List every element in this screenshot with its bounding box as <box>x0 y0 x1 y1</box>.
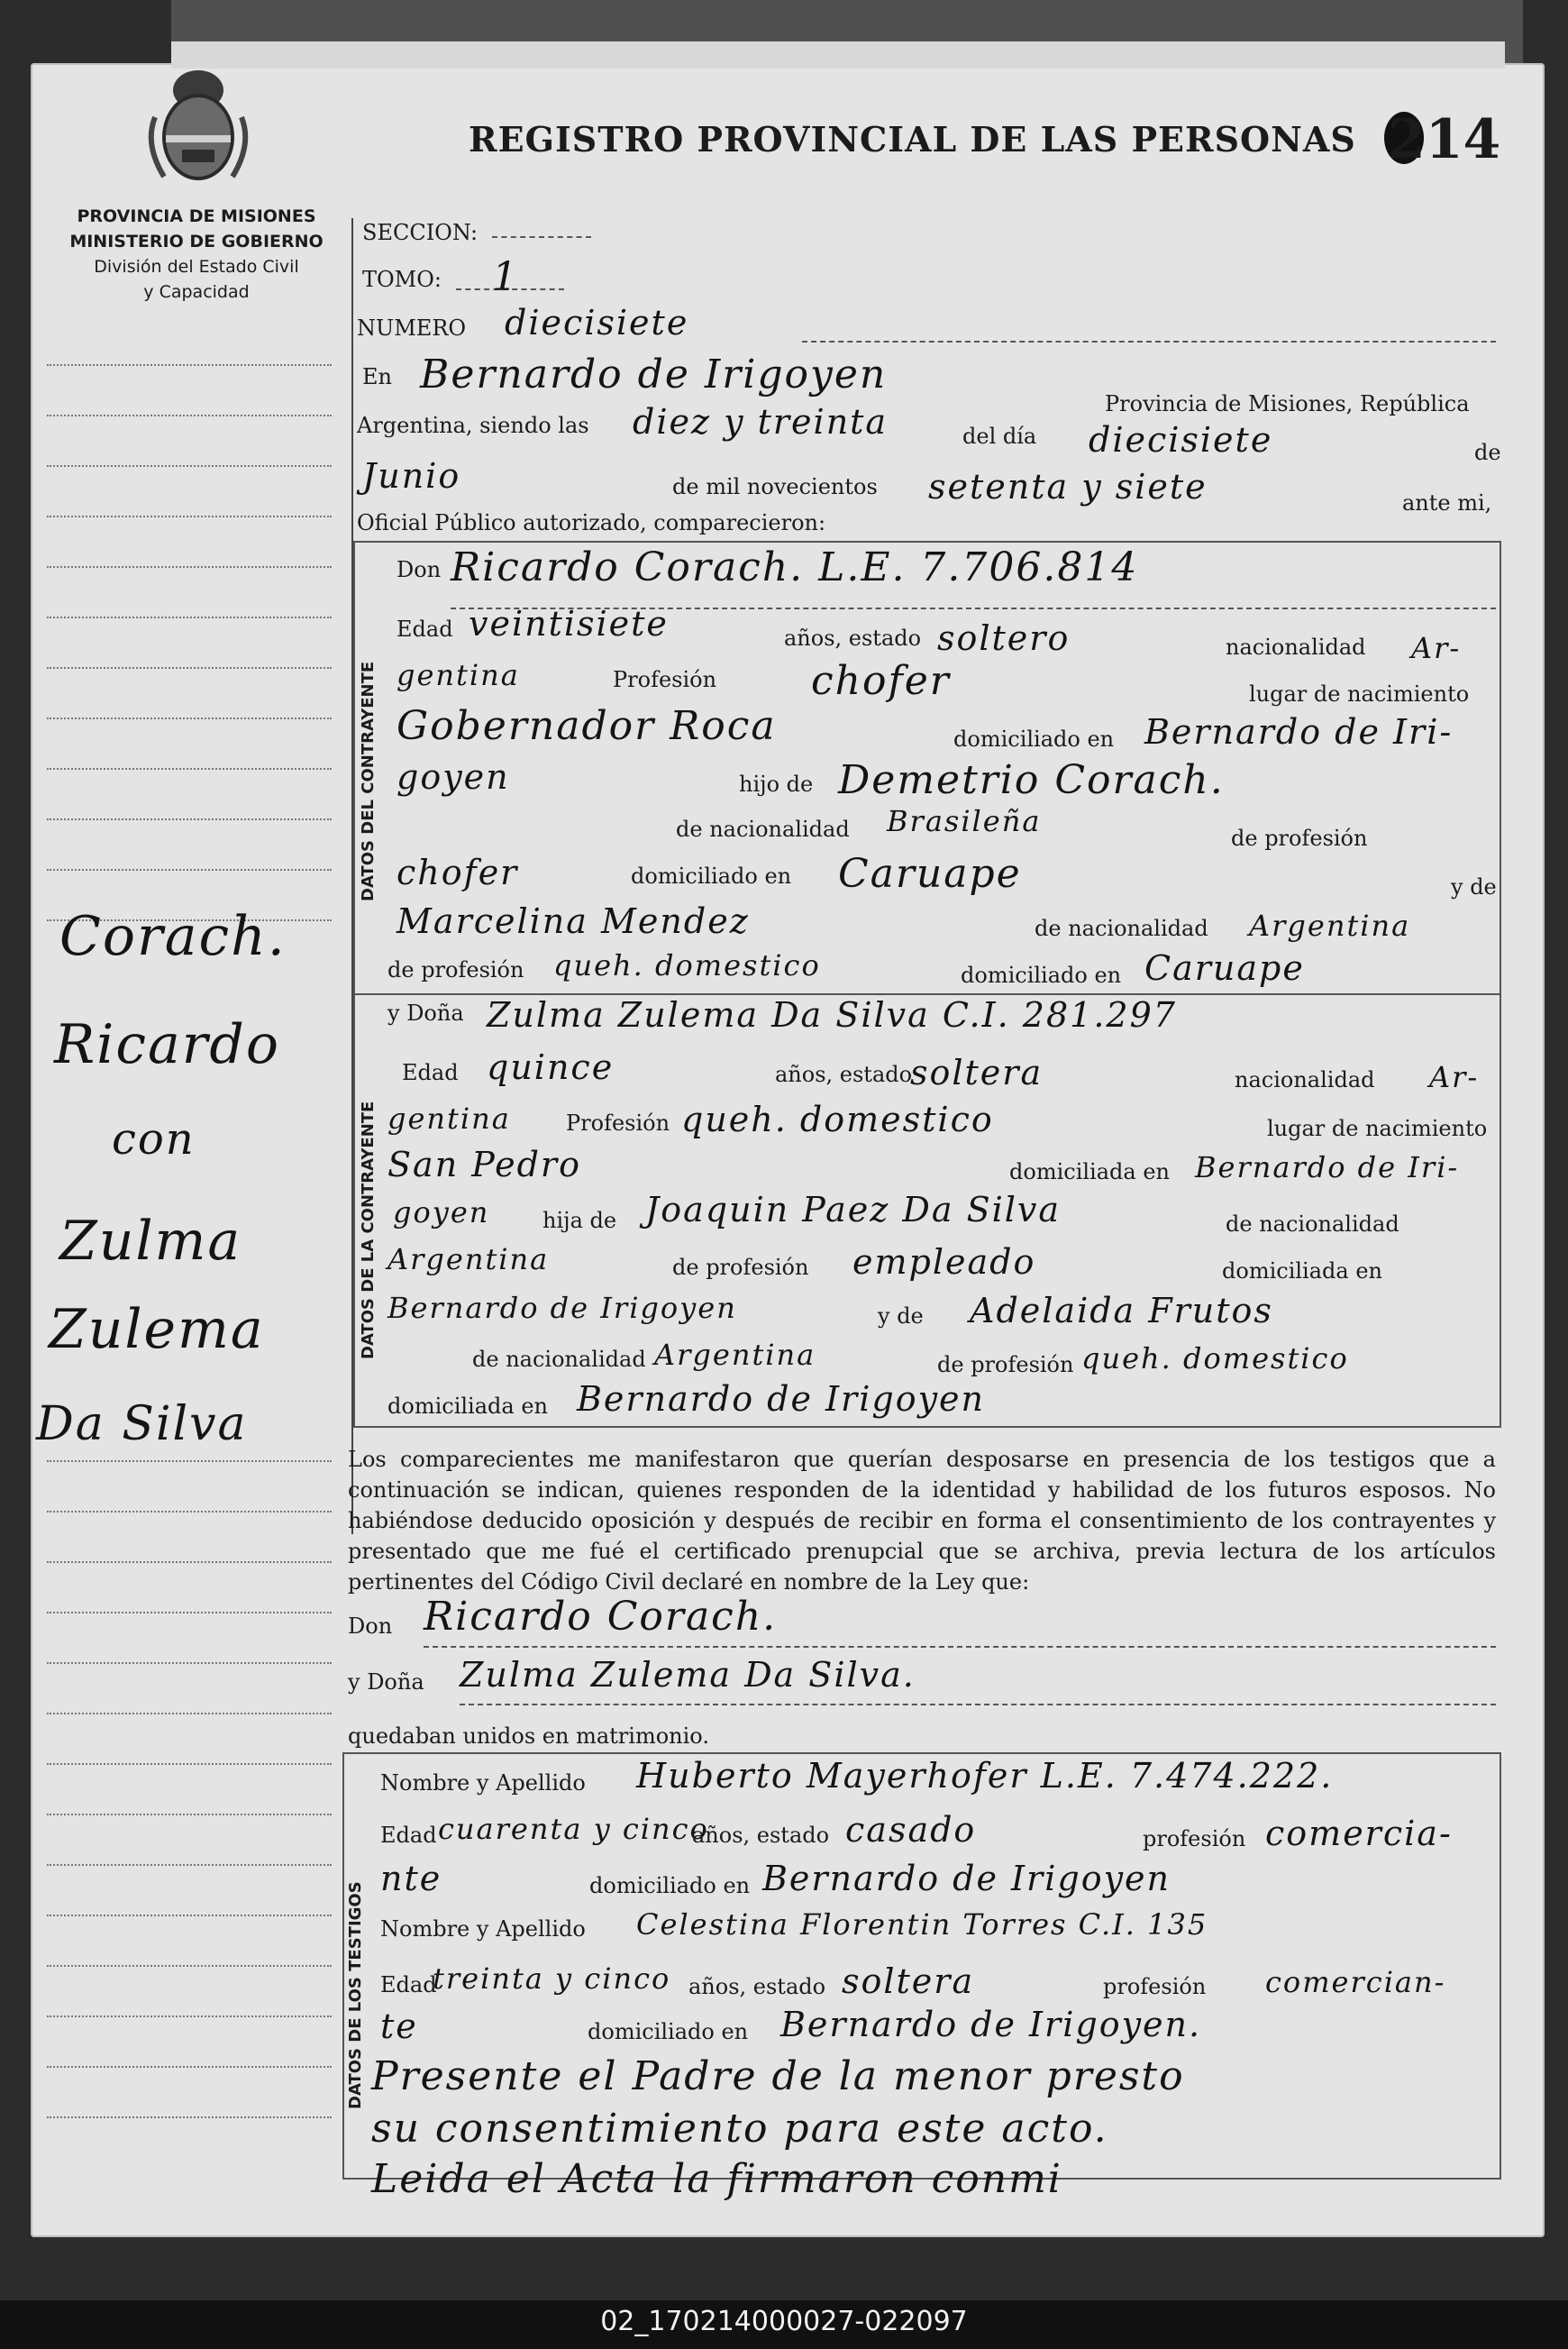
contrayente-estado: soltero <box>937 618 1071 658</box>
margin-line <box>47 2015 332 2017</box>
margin-note-line-2: Ricardo <box>54 1013 280 1076</box>
decl-dona-label: y Doña <box>348 1669 424 1695</box>
margin-line <box>47 1561 332 1563</box>
madre-nacionalidad-label-2: de nacionalidad <box>472 1347 646 1372</box>
contrayenta-domicilio-a: Bernardo de Iri- <box>1195 1150 1460 1184</box>
decl-don-value: Ricardo Corach. <box>424 1594 778 1640</box>
margin-note-line-4: Zulma <box>59 1210 242 1273</box>
testigos-section-label: DATOS DE LOS TESTIGOS <box>346 1881 365 2109</box>
t1-edad-value: cuarenta y cinco <box>438 1812 709 1846</box>
argentina-text: Argentina, siendo las <box>357 413 589 438</box>
profesion-label-2: Profesión <box>566 1111 670 1136</box>
nacionalidad-label: nacionalidad <box>1226 635 1366 660</box>
contrayente-madre-nacionalidad: Argentina <box>1249 909 1411 943</box>
t1-edad-label: Edad <box>380 1823 437 1848</box>
contrayenta-madre: Adelaida Frutos <box>970 1291 1273 1330</box>
margin-line <box>47 516 332 517</box>
margin-line <box>47 465 332 467</box>
contrayente-madre-domicilio: Caruape <box>1144 948 1305 988</box>
padre-domicilio-label: domiciliado en <box>631 864 792 889</box>
t1-profesion-label: profesión <box>1143 1826 1246 1851</box>
margin-line <box>47 1460 332 1462</box>
t2-profesion-a: comercian- <box>1265 1965 1446 1999</box>
quedaban-text: quedaban unidos en matrimonio. <box>348 1723 709 1749</box>
madre-domicilio-label: domiciliado en <box>961 963 1122 988</box>
seccion-label: SECCION: <box>362 220 479 245</box>
margin-line <box>47 768 332 770</box>
padre-profesion-label: de profesión <box>1231 826 1368 851</box>
domiciliado-label: domiciliado en <box>953 727 1115 752</box>
margin-line <box>47 1965 332 1967</box>
margin-line <box>47 2066 332 2068</box>
t2-profesion-b: te <box>380 2006 418 2046</box>
t2-anios-estado: años, estado <box>688 1974 826 1999</box>
declaration-paragraph: Los comparecientes me manifestaron que querían desposarse en presencia de los testigos que a continuación se indican, quienes responden de la identidad y habilidad de los futuros esposos. No habiéndose deducido oposición y después de recibir en forma el consentimiento de los contrayentes y presentado que me fué el certificado prenupcial que se archiva, previa lectura de los artículos pertinentes del Código Civil declaré en nombre de la Ley que: <box>348 1447 1496 1595</box>
padre-profesion-label-2: de profesión <box>672 1255 809 1280</box>
t1-domicilio-value: Bernardo de Irigoyen <box>762 1859 1171 1898</box>
t2-nombre-label: Nombre y Apellido <box>380 1916 586 1942</box>
dona-label: y Doña <box>387 1001 464 1026</box>
tomo-label: TOMO: <box>362 267 442 292</box>
margin-line <box>47 667 332 669</box>
profesion-label: Profesión <box>613 667 717 692</box>
margin-note-line-3: con <box>112 1114 196 1165</box>
margin-note-line-6: Da Silva <box>36 1397 248 1451</box>
don-label: Don <box>397 557 442 582</box>
t2-domicilio-value: Bernardo de Irigoyen. <box>780 2005 1202 2044</box>
contrayente-nombre: Ricardo Corach. L.E. 7.706.814 <box>451 544 1139 590</box>
t2-estado-value: soltera <box>842 1961 975 2001</box>
contrayente-section-label: DATOS DEL CONTRAYENTE <box>359 661 378 901</box>
t1-anios-estado: años, estado <box>692 1823 830 1848</box>
contrayente-padre-profesion: chofer <box>397 853 519 892</box>
contrayenta-madre-nacionalidad: Argentina <box>654 1338 816 1372</box>
contrayenta-profesion: queh. domestico <box>681 1100 994 1139</box>
margin-line <box>47 818 332 820</box>
en-label: En <box>362 364 392 389</box>
mes-value: Junio <box>362 456 461 496</box>
contrayenta-padre-profesion: empleado <box>852 1242 1036 1282</box>
t1-profesion-a: comercia- <box>1265 1814 1453 1853</box>
office-sub-line-1: División del Estado Civil <box>94 257 299 277</box>
contrayenta-edad: quince <box>487 1047 615 1087</box>
page-number: 214 <box>1388 108 1501 171</box>
register-title: REGISTRO PROVINCIAL DE LAS PERSONAS <box>469 119 1356 160</box>
decl-dona-line <box>460 1704 1496 1705</box>
t2-edad-label: Edad <box>380 1972 437 1997</box>
provincia-text: Provincia de Misiones, República <box>1105 391 1470 416</box>
hija-de-label: hija de <box>542 1208 617 1233</box>
edad-label: Edad <box>397 617 453 642</box>
en-value: Bernardo de Irigoyen <box>420 352 888 398</box>
t2-nombre-value: Celestina Florentin Torres C.I. 135 <box>636 1907 1208 1942</box>
hijo-de-label: hijo de <box>739 772 814 797</box>
padre-nacionalidad-label: de nacionalidad <box>676 817 850 842</box>
margin-line <box>47 2116 332 2118</box>
margin-line <box>47 415 332 416</box>
margin-note-line-5: Zulema <box>49 1298 265 1361</box>
office-line-1: PROVINCIA DE MISIONES <box>77 206 316 226</box>
contrayente-lugar: Gobernador Roca <box>397 703 777 749</box>
nacionalidad-label-2: nacionalidad <box>1235 1067 1375 1092</box>
seccion-line <box>492 236 591 238</box>
de-label: de <box>1474 440 1501 465</box>
margin-line <box>47 1511 332 1513</box>
margin-line <box>47 1713 332 1714</box>
lugar-nacimiento-label-2: lugar de nacimiento <box>1267 1116 1488 1141</box>
margin-line <box>47 1763 332 1765</box>
page-top-edge <box>171 41 1505 69</box>
tomo-value: 1 <box>492 254 519 300</box>
madre-domicilio-label-2: domiciliada en <box>387 1394 548 1419</box>
hora-value: diez y treinta <box>633 402 889 442</box>
padre-nacionalidad-label-2: de nacionalidad <box>1226 1211 1399 1237</box>
contrayente-edad: veintisiete <box>469 604 669 644</box>
madre-profesion-label: de profesión <box>387 957 524 983</box>
anios-estado-label: años, estado <box>784 626 922 651</box>
lugar-nacimiento-label: lugar de nacimiento <box>1249 681 1470 707</box>
ante-mi-text: ante mi, <box>1402 490 1492 516</box>
numero-label: NUMERO <box>357 315 467 341</box>
t1-nombre-label: Nombre y Apellido <box>380 1770 586 1796</box>
contrayenta-lugar: San Pedro <box>387 1145 581 1184</box>
margin-line <box>47 1662 332 1664</box>
edad-label-2: Edad <box>402 1060 459 1085</box>
contrayenta-nombre: Zulma Zulema Da Silva C.I. 281.297 <box>487 995 1177 1035</box>
office-sub-line-2: y Capacidad <box>143 282 250 302</box>
t1-profesion-b: nte <box>380 1859 442 1898</box>
contrayenta-padre-nacionalidad: Argentina <box>387 1242 550 1276</box>
contrayente-nacionalidad-a: Ar- <box>1411 631 1462 665</box>
domiciliada-label: domiciliada en <box>1009 1159 1170 1184</box>
note-line-3: Leida el Acta la firmaron conmi <box>371 2156 1062 2202</box>
t1-domiciliado-label: domiciliado en <box>589 1873 751 1898</box>
coat-of-arms-icon <box>137 54 260 189</box>
contrayenta-padre: Joaquin Paez Da Silva <box>645 1190 1062 1229</box>
margin-line <box>47 1864 332 1866</box>
margin-note-line-1: Corach. <box>59 905 287 968</box>
contrayenta-madre-profesion: queh. domestico <box>1081 1341 1349 1376</box>
oficial-text: Oficial Público autorizado, comparecieron: <box>357 510 826 535</box>
margin-line <box>47 1915 332 1916</box>
margin-line <box>47 1814 332 1815</box>
madre-profesion-label-2: de profesión <box>937 1352 1074 1377</box>
contrayente-madre: Marcelina Mendez <box>397 901 750 941</box>
padre-domicilio-label-2: domiciliada en <box>1222 1258 1382 1284</box>
contrayente-padre-domicilio: Caruape <box>838 851 1022 897</box>
decl-dona-value: Zulma Zulema Da Silva. <box>460 1655 916 1695</box>
margin-line <box>47 869 332 871</box>
contrayente-profesion: chofer <box>811 658 951 704</box>
contrayenta-nacionalidad-b: gentina <box>387 1101 511 1136</box>
margin-line <box>47 364 332 366</box>
y-de-label-2: y de <box>878 1303 924 1329</box>
image-caption: 02_170214000027-022097 <box>600 2306 968 2337</box>
contrayenta-section-label: DATOS DE LA CONTRAYENTE <box>359 1101 378 1359</box>
contrayente-padre: Demetrio Corach. <box>838 757 1225 803</box>
madre-nacionalidad-label: de nacionalidad <box>1035 916 1208 941</box>
margin-line <box>47 566 332 568</box>
numero-line <box>802 341 1496 343</box>
contrayente-domicilio-a: Bernardo de Iri- <box>1144 712 1454 752</box>
contrayente-domicilio-b: goyen <box>397 757 510 797</box>
y-de-label: y de <box>1451 874 1497 900</box>
margin-line <box>47 617 332 618</box>
contrayenta-madre-domicilio: Bernardo de Irigoyen <box>577 1379 986 1419</box>
margin-line <box>47 1612 332 1613</box>
margin-line <box>47 717 332 719</box>
contrayenta-nacionalidad-a: Ar- <box>1429 1060 1480 1094</box>
t1-estado-value: casado <box>845 1810 977 1850</box>
t2-domiciliado-label: domiciliado en <box>588 2019 749 2044</box>
decl-don-line <box>424 1646 1496 1648</box>
note-line-1: Presente el Padre de la menor presto <box>371 2053 1185 2099</box>
contrayente-nacionalidad-b: gentina <box>397 658 520 692</box>
decl-don-label: Don <box>348 1613 393 1639</box>
mil-label: de mil novecientos <box>672 474 878 499</box>
issuing-office <box>36 204 357 305</box>
contrayenta-domicilio-b: goyen <box>393 1195 490 1229</box>
dia-value: diecisiete <box>1089 420 1273 460</box>
numero-value: diecisiete <box>505 303 689 343</box>
contrayente-madre-profesion: queh. domestico <box>553 948 821 983</box>
note-line-2: su consentimiento para este acto. <box>371 2106 1108 2152</box>
contrayenta-padre-domicilio: Bernardo de Irigoyen <box>387 1291 737 1325</box>
anios-estado-label-2: años, estado <box>775 1062 913 1087</box>
contrayenta-estado: soltera <box>910 1053 1044 1092</box>
t2-profesion-label: profesión <box>1103 1974 1207 1999</box>
t1-nombre-value: Huberto Mayerhofer L.E. 7.474.222. <box>636 1756 1334 1796</box>
office-line-2: MINISTERIO DE GOBIERNO <box>69 232 324 251</box>
del-dia-label: del día <box>962 424 1037 449</box>
t2-edad-value: treinta y cinco <box>433 1961 671 1996</box>
anio-value: setenta y siete <box>928 467 1208 507</box>
contrayente-padre-nacionalidad: Brasileña <box>887 804 1042 838</box>
